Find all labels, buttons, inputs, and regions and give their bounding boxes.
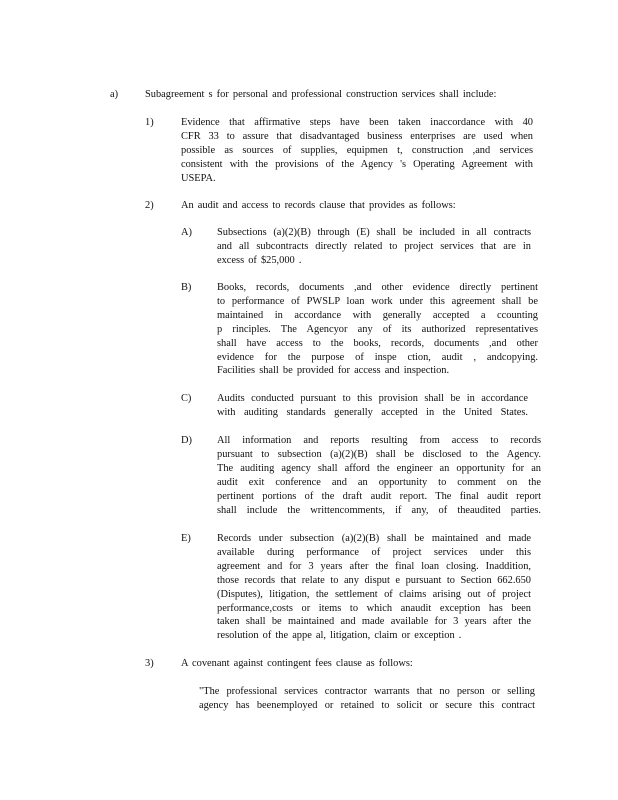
item-1-marker: 1) xyxy=(145,117,154,128)
item-2E-marker: E) xyxy=(181,533,191,544)
item-2D-line: audit exit conference and an opportunity to comment on the xyxy=(217,476,541,488)
item-3-marker: 3) xyxy=(145,658,154,669)
item-2D-line: pertinent portions of the draft audit report. The final audit report xyxy=(217,490,541,502)
item-2B-text xyxy=(217,281,538,378)
item-2D-marker: D) xyxy=(181,435,192,446)
quote-line: agency has beenemployed or retained to solicit or secure this contract xyxy=(199,699,535,711)
item-2D-line: pursuant to subsection (a)(2)(B) shall be disclosed to the Agency. xyxy=(217,448,541,460)
item-2A-marker: A) xyxy=(181,227,192,238)
item-2A-line: Subsections (a)(2)(B) through (E) shall be included in all contracts xyxy=(217,227,531,238)
section-a-heading xyxy=(145,88,531,102)
item-2A-text xyxy=(217,226,531,268)
item-3-line: A covenant against contingent fees clause as follows: xyxy=(181,658,413,669)
item-1-line: consistent with the provisions of the Agency 's Operating Agreement with xyxy=(181,158,533,170)
item-2B-line: to performance of PWSLP loan work under this agreement shall be xyxy=(217,295,538,307)
item-1-text xyxy=(181,116,533,186)
item-2D-line: All information and reports resulting from access to records xyxy=(217,435,541,446)
item-2B-line: evidence for the purpose of inspe ction, audit , andcopying. xyxy=(217,351,538,363)
item-2E-line: (Disputes), litigation, the settlement of claims arising out of project xyxy=(217,588,531,600)
item-1-line: USEPA. xyxy=(181,172,216,184)
item-2B-line: Facilities shall be provided for access and inspection. xyxy=(217,365,450,377)
item-2D-text xyxy=(217,434,541,517)
item-2B-marker: B) xyxy=(181,282,192,293)
item-2D-line: shall include the writtencomments, if any, of theaudited parties. xyxy=(217,504,541,516)
item-2-line: An audit and access to records clause that provides as follows: xyxy=(181,200,456,211)
item-2E-line: performance,costs or items to which anaudit exception has been xyxy=(217,602,531,614)
item-1-line: CFR 33 to assure that disadvantaged business enterprises are used when xyxy=(181,130,533,142)
quote-line: "The professional services contractor warrants that no person or selling xyxy=(199,686,535,697)
item-1-line: possible as sources of supplies, equipmen t, construction ,and services xyxy=(181,144,533,156)
item-2C-text xyxy=(217,392,528,420)
item-2E-line: taken shall be maintained and made available for 3 years after the xyxy=(217,616,531,628)
item-2E-text xyxy=(217,532,531,643)
item-2-text xyxy=(181,199,481,213)
item-2E-line: agreement and for 3 years after the final loan closing. Inaddition, xyxy=(217,560,531,572)
item-2C-marker: C) xyxy=(181,393,192,404)
section-a-marker: a) xyxy=(110,89,119,100)
item-2C-line: with auditing standards generally accepted in the United States. xyxy=(217,406,528,418)
item-2-marker: 2) xyxy=(145,200,154,211)
item-2B-line: maintained in accordance with generally accepted a ccounting xyxy=(217,309,538,321)
item-2B-line: Books, records, documents ,and other evidence directly pertinent xyxy=(217,282,538,293)
item-3-text xyxy=(181,657,481,671)
contingent-fees-quote xyxy=(199,685,535,713)
item-2C-line: Audits conducted pursuant to this provision shall be in accordance xyxy=(217,393,528,404)
item-1-line: Evidence that affirmative steps have been taken inaccordance with 40 xyxy=(181,117,533,128)
section-a-line: Subagreement s for personal and professional construction services shall include: xyxy=(145,89,497,100)
item-2E-line: those records that relate to any disput e pursuant to Section 662.650 xyxy=(217,574,531,586)
item-2E-line: resolution of the appe al, litigation, claim or exception . xyxy=(217,630,462,642)
item-2A-line: and all subcontracts directly related to project services that are in xyxy=(217,240,531,252)
item-2D-line: The auditing agency shall afford the engineer an opportunity for an xyxy=(217,462,541,474)
item-2E-line: available during performance of project services under this xyxy=(217,546,531,558)
item-2B-line: shall have access to the books, records, documents ,and other xyxy=(217,337,538,349)
item-2B-line: p rinciples. The Agencyor any of its authorized representatives xyxy=(217,323,538,335)
item-2E-line: Records under subsection (a)(2)(B) shall be maintained and made xyxy=(217,533,531,544)
item-2A-line: excess of $25,000 . xyxy=(217,254,302,266)
